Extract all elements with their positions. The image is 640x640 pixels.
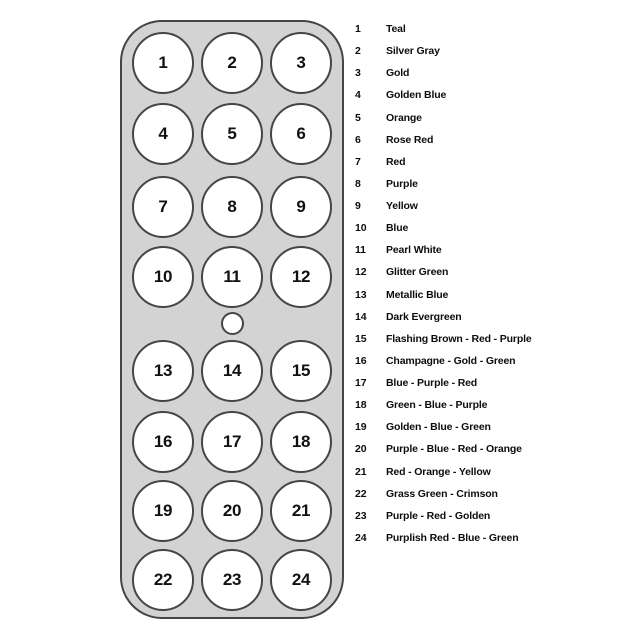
legend-number: 13: [355, 288, 367, 301]
legend-row: [355, 442, 522, 456]
paint-well-24: [270, 549, 332, 611]
legend-number: 17: [355, 377, 367, 390]
legend-number: 10: [355, 222, 367, 235]
legend-label: Golden - Blue - Green: [386, 421, 491, 434]
legend-number: 4: [355, 89, 361, 102]
well-number: 24: [291, 570, 311, 589]
legend-row: [355, 221, 408, 235]
legend-row: [355, 66, 409, 80]
legend-number: 3: [355, 67, 361, 80]
legend-number: 20: [355, 443, 367, 456]
legend-row: [355, 177, 418, 191]
legend-number: 14: [355, 310, 367, 323]
legend-label: Yellow: [386, 200, 418, 213]
legend-label: Champagne - Gold - Green: [386, 354, 516, 367]
legend-label: Dark Evergreen: [386, 310, 462, 323]
legend-number: 7: [355, 155, 361, 168]
legend-row: [355, 243, 442, 257]
well-number: 2: [227, 53, 237, 72]
well-number: 15: [291, 361, 311, 380]
legend-label: Purple - Blue - Red - Orange: [386, 443, 522, 456]
legend-row: [355, 332, 532, 346]
legend-row: [355, 487, 498, 501]
legend-number: 2: [355, 45, 361, 58]
well-number: 9: [296, 197, 306, 216]
well-number: 11: [223, 267, 241, 286]
legend-number: 11: [355, 244, 366, 257]
legend-number: 1: [355, 23, 361, 35]
paint-well-9: [270, 176, 332, 238]
legend-number: 15: [355, 332, 367, 345]
legend-row: [355, 420, 491, 434]
legend-row: [355, 310, 462, 324]
legend-label: Purplish Red - Blue - Green: [386, 531, 519, 544]
legend-label: Purple: [386, 177, 418, 190]
legend-row: [355, 133, 433, 147]
legend-number: 24: [355, 531, 367, 544]
well-number: 5: [227, 124, 237, 143]
legend-row: [355, 531, 518, 545]
paint-well-11: [201, 246, 263, 308]
paint-well-12: [270, 246, 332, 308]
legend-label: Blue: [386, 222, 409, 235]
legend-row: [355, 88, 446, 102]
well-number: 22: [153, 570, 173, 589]
paint-well-13: [132, 340, 194, 402]
legend-number: 21: [355, 465, 367, 478]
paint-well-14: [201, 340, 263, 402]
well-number: 1: [158, 53, 168, 72]
paint-well-2: [201, 32, 263, 94]
legend-label: Red: [386, 155, 406, 168]
legend-label: Teal: [386, 23, 406, 35]
legend-number: 18: [355, 399, 367, 412]
well-number: 4: [158, 124, 168, 143]
legend-row: [355, 288, 448, 302]
legend-number: 16: [355, 354, 367, 367]
legend-row: [355, 155, 405, 169]
well-number: 21: [291, 501, 311, 520]
legend-label: Glitter Green: [386, 266, 449, 279]
paint-well-7: [132, 176, 194, 238]
paint-well-18: [270, 411, 332, 473]
legend-number: 9: [355, 200, 361, 213]
legend-row: [355, 265, 448, 279]
well-number: 17: [222, 432, 242, 451]
legend-row: [355, 354, 515, 368]
paint-well-1: [132, 32, 194, 94]
legend-label: Rose Red: [386, 133, 434, 146]
legend-label: Metallic Blue: [386, 288, 449, 301]
well-number: 6: [296, 124, 306, 143]
paint-well-19: [132, 480, 194, 542]
legend-row: [355, 199, 418, 213]
well-number: 3: [296, 53, 306, 72]
legend-label: Flashing Brown - Red - Purple: [386, 332, 532, 345]
legend-row: [355, 111, 422, 125]
paint-well-5: [201, 103, 263, 165]
paint-well-8: [201, 176, 263, 238]
paint-well-22: [132, 549, 194, 611]
legend-number: 19: [355, 421, 367, 434]
legend-row: [355, 465, 491, 479]
legend-row: [355, 509, 490, 523]
legend-row: [355, 398, 487, 412]
paint-well-4: [132, 103, 194, 165]
paint-well-23: [201, 549, 263, 611]
legend-label: Blue - Purple - Red: [386, 377, 478, 390]
legend-label: Red - Orange - Yellow: [386, 465, 491, 478]
legend-label: Silver Gray: [386, 45, 440, 58]
paint-well-17: [201, 411, 263, 473]
well-number: 8: [227, 197, 237, 216]
legend-row: [355, 44, 440, 58]
center-hole: [221, 312, 244, 335]
legend-row: [355, 22, 406, 36]
legend-label: Golden Blue: [386, 89, 447, 102]
paint-well-21: [270, 480, 332, 542]
paint-well-10: [132, 246, 194, 308]
legend-label: Green - Blue - Purple: [386, 399, 488, 412]
legend-number: 6: [355, 133, 361, 146]
legend-number: 8: [355, 177, 361, 190]
legend-label: Grass Green - Crimson: [386, 487, 498, 500]
legend-label: Orange: [386, 111, 422, 124]
well-number: 12: [291, 267, 311, 286]
well-number: 10: [153, 267, 173, 286]
paint-well-20: [201, 480, 263, 542]
well-number: 14: [222, 361, 242, 380]
legend-label: Gold: [386, 67, 410, 80]
legend-label: Pearl White: [386, 244, 442, 257]
well-number: 18: [291, 432, 311, 451]
well-number: 16: [153, 432, 173, 451]
paint-well-15: [270, 340, 332, 402]
well-number: 19: [153, 501, 173, 520]
paint-well-6: [270, 103, 332, 165]
well-number: 23: [222, 570, 242, 589]
well-number: 7: [158, 197, 168, 216]
legend-number: 23: [355, 509, 367, 522]
legend-number: 5: [355, 111, 361, 124]
legend-row: [355, 376, 477, 390]
legend-label: Purple - Red - Golden: [386, 509, 491, 522]
well-number: 20: [222, 501, 242, 520]
well-number: 13: [153, 361, 173, 380]
paint-well-16: [132, 411, 194, 473]
legend-number: 22: [355, 487, 367, 500]
legend-number: 12: [355, 266, 367, 279]
paint-well-3: [270, 32, 332, 94]
